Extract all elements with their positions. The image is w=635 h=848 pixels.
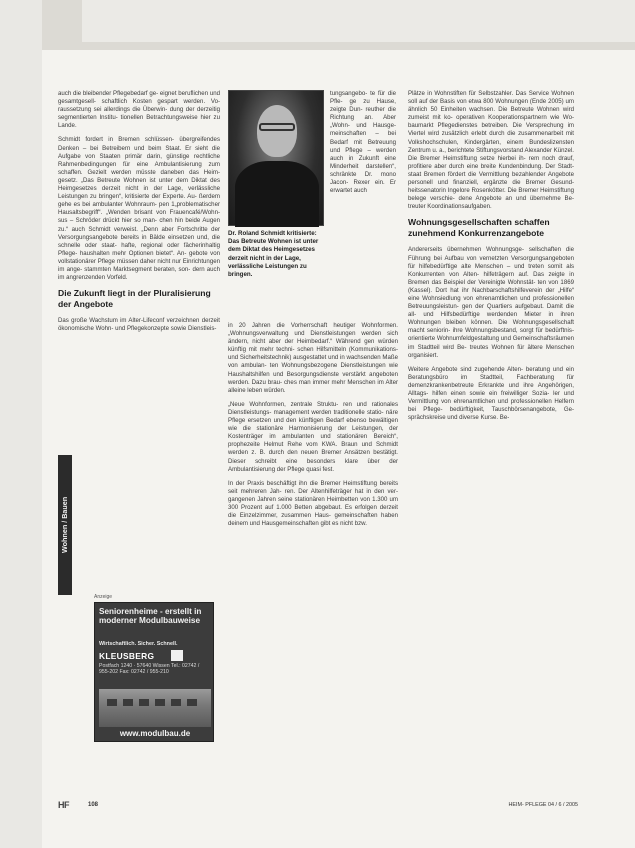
ad-tagline: Wirtschaftlich. Sicher. Schnell. <box>99 641 178 647</box>
ad-logo-mark-icon <box>171 650 183 661</box>
paragraph: In der Praxis beschäftigt ihn die Bremer Heimstiftung bereits seit mehreren Jah- ren. Der Altenhilfeträger hat in den ver- gangenen Jahren seine stationären Heimbetten von 1.300 um 300 Prozent auf 1.000 Betten abgebaut. Es erfolgen derzeit die Einzelzimmer, zusammen Haus- gemeinschaften haben deinem und Hausgemeinschaften gibt es nicht bzw. <box>228 479 398 528</box>
paragraph: Weitere Angebote sind zugehende Alten- beratung und ein Beratungsbüro im Stadtteil, Fachberatung für demenzkrankenbetreute Erkrankte und ihre Angehörigen, Alltags- hilfen einen sowie ein freiwilliger Sozia- ler und Vermittlung von ehrenamtlichen und professionellen Helfern bei Pflege- bedürftigkeit, Tauschbörsenangebote, Ge- sprächskreise und diverse Kurse. Be- <box>408 365 574 422</box>
ad-company-logo: KLEUSBERG <box>99 651 155 661</box>
paragraph: auch die bleibender Pflegebedarf ge- eignet beruflichen und gesamtgesell- schaftlich Kosten gespart werden. Vo- raussetzung sei allerdings die Überwin- dung der derzeitig segmentierten Institu- tionellen Betrachtungsweise hier zu Lande. <box>58 90 220 130</box>
ad-building-image <box>99 689 211 727</box>
magazine-issue: HEIM- PFLEGE 04 / 6 / 2005 <box>508 802 578 808</box>
column-2 <box>228 322 398 534</box>
ad-label: Anzeige <box>94 594 113 600</box>
advertisement[interactable] <box>94 602 214 742</box>
page-number: 108 <box>88 802 99 808</box>
column-3 <box>408 90 574 428</box>
paragraph: Das große Wachstum im Alter-Lifeconf verzeichnen derzeit ökonomische Wohn- und Pflegekonzepte sowie Dienstleis- <box>58 317 220 333</box>
top-band-highlight <box>82 0 635 42</box>
portrait-photo <box>228 90 324 226</box>
page-footer <box>58 800 578 812</box>
photo-shoulders <box>235 161 319 227</box>
ad-address: Postfach 1240 · 57640 Wissen Tel.: 02742 / 955-202 Fax: 02742 / 955-210 <box>99 663 200 676</box>
section-side-tab <box>58 455 72 595</box>
footer-logo: HF <box>58 800 69 810</box>
column-2-top <box>330 90 396 201</box>
photo-caption: Dr. Roland Schmidt kritisierte: Das Betreute Wohnen ist unter dem Diktat des Heimgesetzes derzeit nicht in der Lage, verlässliche Leistungen zu bringen. <box>228 230 319 279</box>
side-tab-label: Wohnen / Bauen <box>60 496 69 554</box>
column-1 <box>58 90 220 339</box>
paragraph: Plätze in Wohnstiften für Selbstzahler. Das Service Wohnen soll auf der Basis von etwa 800 Wohnungen (Ende 2005) um ähnlich 50 Einheiten wachsen. Die Betreute Wohnen wird zumeist mit ko- operativen Kooperationspartnern wie Wo- baumarkt Pflegedienstes betreiben. Die Versprechung im Viertel wird zusätzlich erlebt durch die zusammenarbeit mit Volkshochschulen, Kindergärten, einem Bundeslizensten Zentrum u. a., berichtete Stiftungsvorstand Alexander Künzel. Die Bremer Heimstiftung setze hierbei ih- rem noch drauf, profitiere aber durch eine breite Kundenbindung. Der Stadt- staat Bremen fördert die Vermittlung bezahlender Angebote personell und finanziell, ergänzte die Bremer Gesund- heitssenatorin Ingelore Rosenkötter. Die Bremer Heimstiftung belege verschie- dene Angebote an und übernehme Be- treuter Koordinationsaufgaben. <box>408 90 574 211</box>
photo-glasses <box>259 123 295 131</box>
paragraph: Andererseits übernehmen Wohnungsge- sellschaften die Führung bei Aufbau von vernetzten Versorgungsangeboten für hilfebedürftige alte Menschen – und treten somit als Konkurrenten von Alten- hilfeträgern auf. Das zeigte in Bremen das Beispiel der Vereinigte Wohnstät- ten von 1869 (Kassel). Dort hat ihr Nachbarschaftshilfeverein der „Hilfe“ eine Wohnsiedlung von ehrenamtlichen und professionellen Betreuungsleistun- gen der Quartiers aufgebaut. Damit die all- und Hilfsbedürftige werdenden Mieter in ihren Wohnungen bleiben können. Die Wohnungsgesellschaft macht seniorin- ihre Wohnungsbestand, sorgt für bedürftnis- orientierte Wohnumfeldgestaltung und Gemeinschaftsräumen im Stadtteil wird Be- treutes Wohnen für ältere Menschen organisiert. <box>408 246 574 359</box>
paragraph: tungsangebo- te für die Pfle- ge zu Hause, zeigte Dun- reuther die Richtung an. Aber „Wohn- und Hausge- meinschaften – bei Bedarf mit Betreuung und Pflege – werden auch in Zukunft eine Minderheit darstellen“, schränkte Dr. mono Jacon- Rexer ein. Er erwartet auch <box>330 90 396 195</box>
ad-headline: Seniorenheime - erstellt in moderner Modulbauweise <box>99 607 202 625</box>
paragraph: in 20 Jahren die Vorherrschaft heutiger Wohnformen. „Wohnungsverwaltung und Dienstleistungen werden sich ändern, nicht aber der Heimbedarf.“ Während gen würden künftig mit mehr techni- schen Hilfsmitteln (Kommunikations- und Sicherheitstechnik) ausgestattet und in wachsenden Maße von ambulan- ten Wohnungsbezogene Dienstleistungen wie Haushaltshilfen und Besorgungsdienste verstärkt angeboten werden. Dazu brau- ches man immer mehr Menschen im Alter alleine leben würden. <box>228 322 398 394</box>
photo-face <box>257 105 297 157</box>
ad-url-link[interactable]: www.modulbau.de <box>119 729 191 738</box>
subheading-pluralisierung: Die Zukunft liegt in der Pluralisierung der Angebote <box>58 288 211 309</box>
paragraph: „Neue Wohnformen, zentrale Struktu- ren und rationales Dienstleistungs- management werden traditionelle statio- näre Pflege ersetzen und den künftigen Bedarf ebenso bewältigen wie die stationäre Harmonisierung der Leistungen, der Kostenträger im ambulanten und stationären Bereich“, prophezeite Helmut Rehe vom KWA. Braun und Schmidt werden z. B. durch den neuen Bremer Ansätzen bestätigt. Dieser schreibt eine besonders klare über der Ambulantisierung der Pflege quasi fest. <box>228 400 398 473</box>
subheading-wohnungsgesellschaften: Wohnungsgesellschaften schaffen zunehmend Konkurrenzangebote <box>408 217 550 238</box>
paragraph: Schmidt fordert in Bremen schlüssen- übergreifendes Denken – bei Betreibern und beim Staat. Er sieht die Aufgabe von Staaten primär darin, günstige rechtliche Rahmenbedingungen für eine Ambulantisierung zum schaffen. Gezielt werden müsste daneben das Heim- gesetz. „Das Betreute Wohnen ist unter dem Diktat des Heimgesetzes derzeit nicht in der Lage, verlässliche Leistungen zu bringen“, kritisierte der Experte. Au- ßerdem gehe es bei ambulanter Wohnraum- pen 1„problematischer Hausaltsbegriff“. „Wenden brisant von Frauencafé/Wohn- sus – Schröder drückt hier so man- chen hin beide Augen zu.“ auch Schmidt verweist. „Denn aber Fortschritte der Versorgungsangebote bereits in Bälde einsetzen und, die schnelle oder staat- hafte, regional oder fächerinhaltig Pflege- haushalten mehr Optionen bietet“. An- gebote von vollstationärer Pflege müssen daher nicht nur Einrichtungen im ange- stammten Marktsegment beraten, son- dern auch im angrenzenden Vorfeld. <box>58 136 220 282</box>
